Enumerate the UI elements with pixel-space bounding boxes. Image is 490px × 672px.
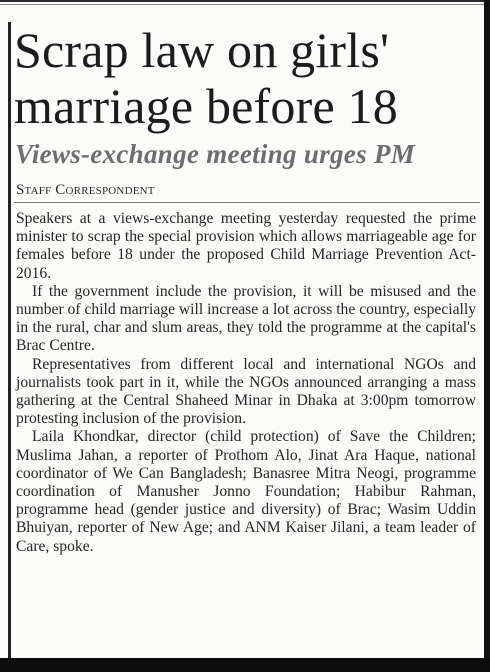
top-border-rule bbox=[0, 0, 490, 2]
article-paragraph-4: Laila Khondkar, director (child protection) of Save the Children; Muslima Jahan, a reporter of Prothom Alo, Jinat Ara Haque, national coordinator of We Can Bangladesh; Banasree Mitra Neogi, programme coordination of Manusher Jonno Foundation; Habibur Rahman, programme head (gender justice and diversity) of Brac; Wasim Uddin Bhuiyan, reporter of New Age; and ANM Kaiser Jilani, a team leader of Care, spoke. bbox=[16, 428, 476, 555]
article-byline: Staff Correspondent bbox=[16, 182, 155, 198]
article-body bbox=[16, 210, 476, 556]
article-paragraph-1: Speakers at a views-exchange meeting yesterday requested the prime minister to scrap the special provision which allows marriageable age for females before 18 under the proposed Child Marriage Prevention Act-2016. bbox=[16, 210, 476, 282]
right-scan-edge bbox=[484, 0, 490, 672]
byline-divider bbox=[14, 202, 480, 203]
column-left-rule bbox=[8, 22, 11, 658]
article-subheadline: Views-exchange meeting urges PM bbox=[15, 139, 416, 169]
top-border-thin-rule bbox=[0, 4, 490, 5]
bottom-scan-edge bbox=[0, 658, 490, 672]
article-headline: Scrap law on girls' marriage before 18 bbox=[14, 22, 398, 134]
article-paragraph-2: If the government include the provision, it will be misused and the number of child marriage will increase a lot across the country, especially in the rural, char and slum areas, they told the programme at the capital's Brac Centre. bbox=[16, 282, 476, 355]
article-paragraph-3: Representatives from different local and international NGOs and journalists took part in it, while the NGOs announced arranging a mass gathering at the Central Shaheed Minar in Dhaka at 3:00pm tomorrow protesting inclusion of the provision. bbox=[16, 355, 476, 428]
